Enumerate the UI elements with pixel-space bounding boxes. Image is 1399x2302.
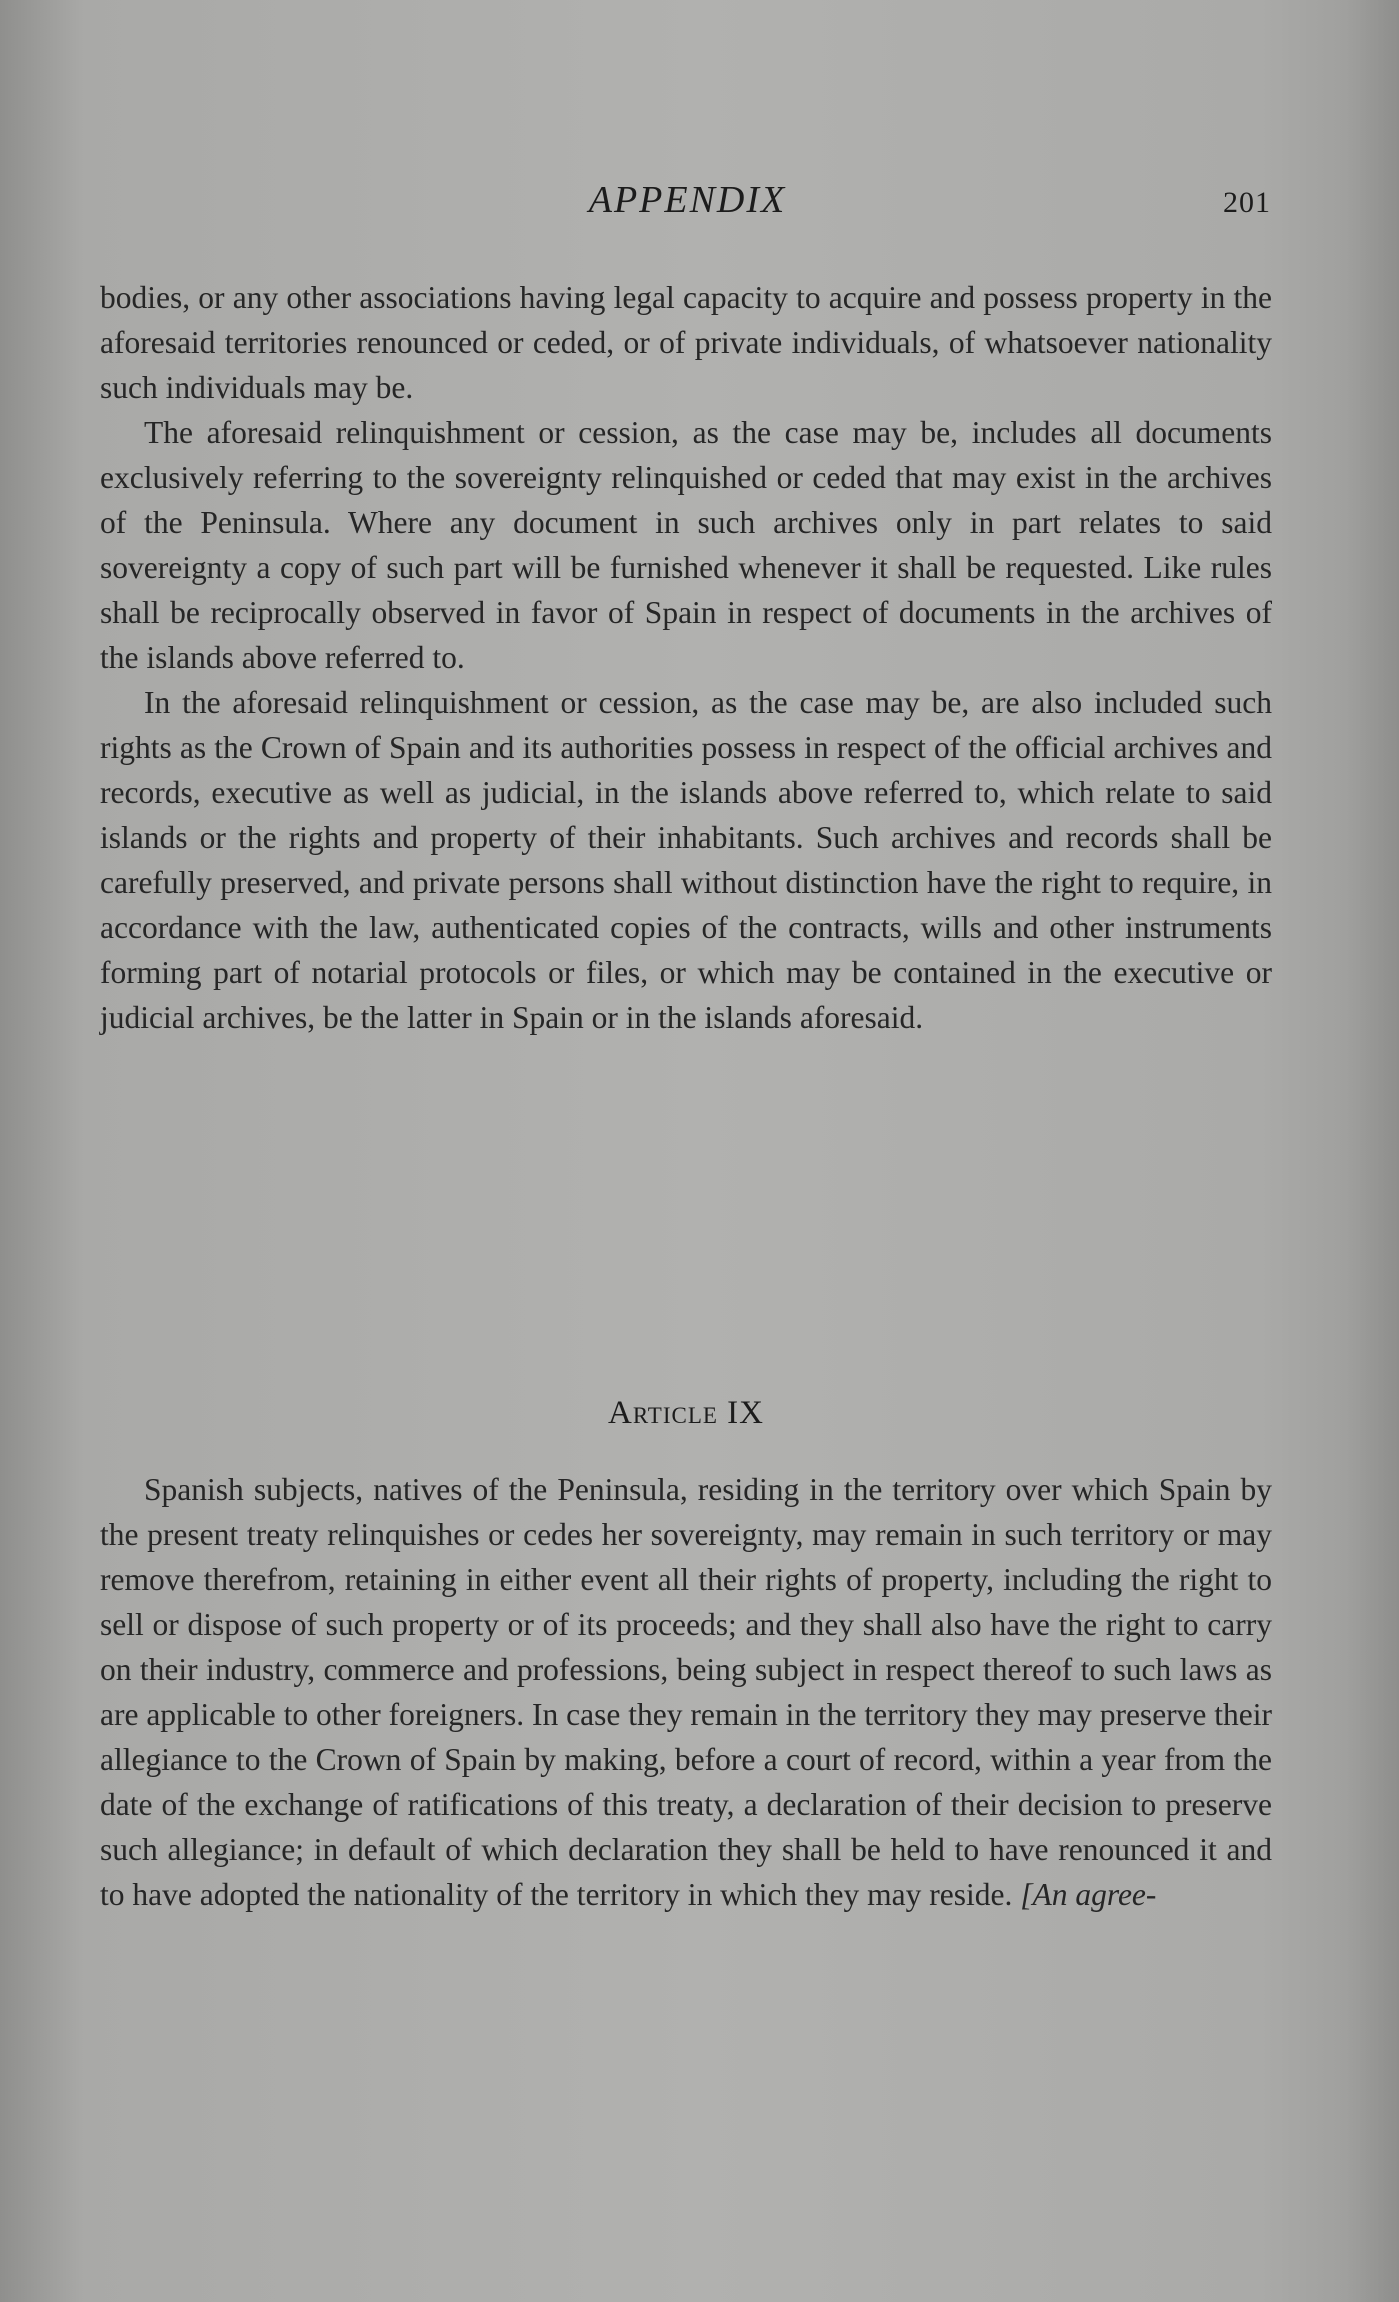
article-ix-section: [100, 1467, 1272, 1917]
article-ix-body: Spanish subjects, natives of the Peninsula, residing in the territory over which Spain by the present treaty relinquishes or cedes her sovereignty, may remain in such territory or may remove therefrom, retaining in either event all their rights of property, including the right to sell or dispose of such property or of its proceeds; and they shall also have the right to carry on their industry, commerce and professions, being subject in respect thereof to such laws as are applicable to other foreigners. In case they remain in the territory they may preserve their allegiance to the Crown of Spain by making, before a court of record, within a year from the date of the exchange of ratifications of this treaty, a declaration of their decision to preserve such allegiance; in default of which declaration they shall be held to have renounced it and to have adopted the nationality of the territory in which they may reside.: [100, 1472, 1272, 1912]
paragraph-documents: The aforesaid relinquishment or cession, as the case may be, includes all documents exclusively referring to the sovereignty relinquished or ceded that may exist in the archives of the Peninsula. Where any document in such archives only in part relates to said sovereignty a copy of such part will be furnished whenever it shall be requested. Like rules shall be reciprocally observed in favor of Spain in respect of documents in the archives of the islands above referred to.: [100, 415, 1272, 675]
continued-text-section: [100, 275, 1272, 1040]
running-header: [100, 178, 1275, 228]
page-edge-shadow: [1345, 0, 1399, 2302]
paragraph-continued: bodies, or any other associations having legal capacity to acquire and possess property in the aforesaid territories renounced or ceded, or of private individuals, of whatsoever nationality such individuals may be.: [100, 280, 1272, 405]
paragraph-spanish-subjects: [100, 1467, 1272, 1917]
catchword: [An agree-: [1020, 1877, 1157, 1912]
article-heading: Article IX: [607, 1395, 764, 1431]
page-number: 201: [1223, 186, 1271, 219]
paragraph-archives: In the aforesaid relinquishment or cession, as the case may be, are also included such rights as the Crown of Spain and its authorities possess in respect of the official archives and records, executive as well as judicial, in the islands above referred to, which relate to said islands or the rights and property of their inhabitants. Such archives and records shall be carefully preserved, and private persons shall without distinction have the right to require, in accordance with the law, authenticated copies of the contracts, wills and other instruments forming part of notarial protocols or files, or which may be contained in the executive or judicial archives, be the latter in Spain or in the islands aforesaid.: [100, 685, 1272, 1035]
running-title: APPENDIX: [588, 179, 787, 221]
